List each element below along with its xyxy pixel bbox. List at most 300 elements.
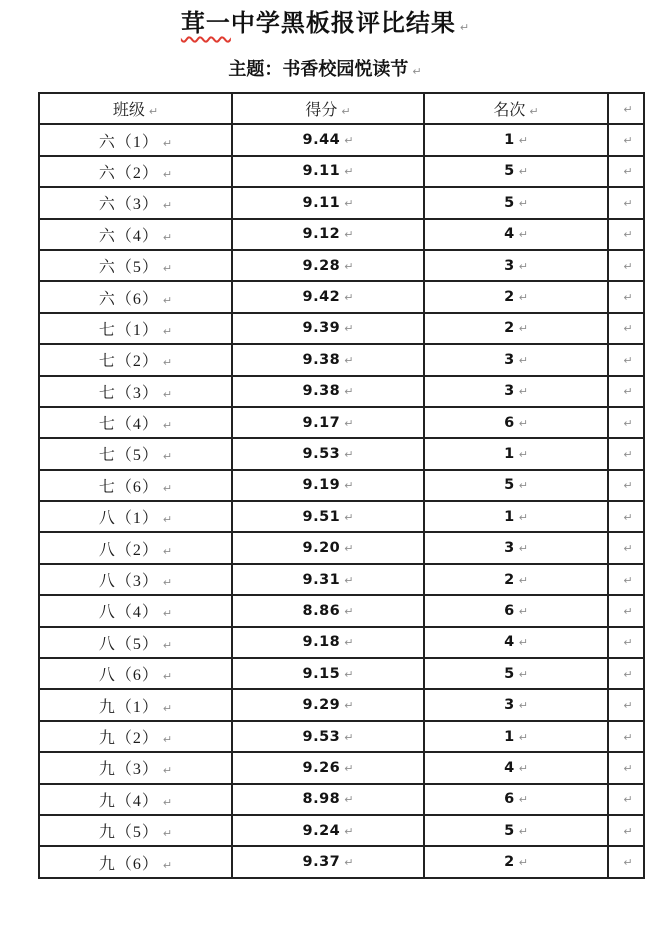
paragraph-mark-icon: ↵	[162, 576, 173, 590]
score-value: 9.31	[302, 571, 341, 588]
paragraph-mark-icon: ↵	[344, 134, 354, 148]
paragraph-mark-icon: ↵	[623, 322, 633, 336]
class-cell[interactable]	[39, 815, 232, 846]
paragraph-mark-icon: ↵	[623, 636, 633, 650]
class-name: 八（1）	[98, 510, 159, 528]
header-label-class: 班级	[112, 102, 145, 120]
rank-value: 6	[504, 791, 515, 808]
rank-value: 3	[504, 351, 515, 368]
class-cell[interactable]	[39, 344, 232, 375]
score-cell[interactable]	[232, 344, 424, 375]
score-value: 9.11	[302, 194, 341, 211]
paragraph-mark-icon: ↵	[623, 385, 633, 399]
rank-value: 4	[504, 759, 515, 776]
row-end-mark	[608, 344, 644, 375]
row-end-mark	[608, 501, 644, 532]
class-cell[interactable]	[39, 784, 232, 815]
paragraph-mark-icon: ↵	[162, 262, 173, 276]
rank-value: 1	[504, 445, 515, 462]
class-cell[interactable]	[39, 313, 232, 344]
class-cell[interactable]	[39, 501, 232, 532]
class-name: 八（5）	[98, 635, 159, 653]
score-value: 8.98	[302, 791, 341, 808]
score-value: 9.19	[302, 477, 341, 494]
class-name: 六（1）	[98, 133, 159, 151]
rank-value: 1	[504, 132, 515, 149]
paragraph-mark-icon: ↵	[623, 228, 633, 242]
class-name: 七（1）	[98, 321, 159, 339]
paragraph-mark-icon: ↵	[162, 638, 173, 652]
class-cell[interactable]	[39, 470, 232, 501]
paragraph-mark-icon: ↵	[623, 761, 633, 775]
paragraph-mark-icon: ↵	[344, 542, 354, 556]
paragraph-mark-icon: ↵	[623, 196, 633, 210]
paragraph-mark-icon: ↵	[344, 604, 354, 618]
rank-cell[interactable]	[424, 187, 608, 218]
paragraph-mark-icon: ↵	[623, 102, 633, 116]
paragraph-mark-icon: ↵	[162, 827, 173, 841]
class-name: 七（4）	[98, 416, 159, 434]
paragraph-mark-icon: ↵	[162, 858, 173, 872]
rank-value: 3	[504, 697, 515, 714]
score-cell[interactable]	[232, 250, 424, 281]
table-row	[39, 313, 644, 344]
paragraph-mark-icon: ↵	[518, 761, 528, 775]
rank-cell[interactable]	[424, 313, 608, 344]
paragraph-mark-icon: ↵	[344, 636, 354, 650]
table-row	[39, 752, 644, 783]
rank-value: 3	[504, 257, 515, 274]
paragraph-mark-icon: ↵	[518, 416, 528, 430]
score-value: 8.86	[302, 602, 341, 619]
class-cell[interactable]	[39, 187, 232, 218]
rank-value: 3	[504, 383, 515, 400]
paragraph-mark-icon: ↵	[518, 510, 528, 524]
row-end-mark	[608, 658, 644, 689]
class-cell[interactable]	[39, 752, 232, 783]
paragraph-mark-icon: ↵	[344, 856, 354, 870]
score-value: 9.39	[302, 320, 341, 337]
paragraph-mark-icon: ↵	[162, 764, 173, 778]
row-end-mark	[608, 124, 644, 155]
class-name: 九（5）	[98, 824, 159, 842]
paragraph-mark-icon: ↵	[623, 447, 633, 461]
paragraph-mark-icon: ↵	[344, 510, 354, 524]
rank-cell[interactable]	[424, 156, 608, 187]
class-name: 八（3）	[98, 573, 159, 591]
paragraph-mark-icon: ↵	[459, 21, 470, 34]
results-table	[38, 92, 645, 879]
row-end-mark	[608, 470, 644, 501]
score-cell[interactable]	[232, 784, 424, 815]
row-end-mark	[608, 721, 644, 752]
paragraph-mark-icon: ↵	[623, 824, 633, 838]
paragraph-mark-icon: ↵	[344, 730, 354, 744]
class-cell[interactable]	[39, 124, 232, 155]
rank-value: 5	[504, 194, 515, 211]
table-row	[39, 407, 644, 438]
rank-cell[interactable]	[424, 344, 608, 375]
row-end-mark	[608, 752, 644, 783]
paragraph-mark-icon: ↵	[344, 291, 354, 305]
paragraph-mark-icon: ↵	[344, 322, 354, 336]
paragraph-mark-icon: ↵	[344, 667, 354, 681]
paragraph-mark-icon: ↵	[518, 604, 528, 618]
header-cell-class[interactable]	[39, 93, 232, 124]
class-name: 九（4）	[98, 792, 159, 810]
score-value: 9.51	[302, 508, 341, 525]
score-cell[interactable]	[232, 689, 424, 720]
paragraph-mark-icon: ↵	[518, 165, 528, 179]
score-cell[interactable]	[232, 281, 424, 312]
paragraph-mark-icon: ↵	[162, 419, 173, 433]
rank-cell[interactable]	[424, 564, 608, 595]
score-value: 9.24	[302, 822, 341, 839]
score-cell[interactable]	[232, 407, 424, 438]
score-cell[interactable]	[232, 846, 424, 877]
paragraph-mark-icon: ↵	[623, 793, 633, 807]
paragraph-mark-icon: ↵	[518, 134, 528, 148]
paragraph-mark-icon: ↵	[344, 699, 354, 713]
paragraph-mark-icon: ↵	[162, 670, 173, 684]
table-row	[39, 281, 644, 312]
class-name: 九（6）	[98, 855, 159, 873]
score-value: 9.38	[302, 351, 341, 368]
score-value: 9.29	[302, 697, 341, 714]
paragraph-mark-icon: ↵	[518, 479, 528, 493]
score-value: 9.20	[302, 540, 341, 557]
class-cell[interactable]	[39, 532, 232, 563]
table-row	[39, 532, 644, 563]
paragraph-mark-icon: ↵	[529, 105, 539, 119]
score-cell[interactable]	[232, 564, 424, 595]
paragraph-mark-icon: ↵	[518, 636, 528, 650]
paragraph-mark-icon: ↵	[162, 199, 173, 213]
class-name: 七（2）	[98, 353, 159, 371]
table-row	[39, 438, 644, 469]
table-row	[39, 470, 644, 501]
row-end-mark	[608, 846, 644, 877]
paragraph-mark-icon: ↵	[148, 105, 159, 119]
score-cell[interactable]	[232, 438, 424, 469]
rank-value: 5	[504, 477, 515, 494]
paragraph-mark-icon: ↵	[162, 167, 173, 181]
class-cell[interactable]	[39, 658, 232, 689]
paragraph-mark-icon: ↵	[412, 65, 422, 78]
paragraph-mark-icon: ↵	[344, 416, 354, 430]
paragraph-mark-icon: ↵	[518, 542, 528, 556]
class-name: 六（2）	[98, 164, 159, 182]
paragraph-mark-icon: ↵	[344, 824, 354, 838]
paragraph-mark-icon: ↵	[162, 324, 173, 338]
table-row	[39, 815, 644, 846]
class-name: 七（5）	[98, 447, 159, 465]
class-cell[interactable]	[39, 564, 232, 595]
rank-cell[interactable]	[424, 689, 608, 720]
rank-cell[interactable]	[424, 124, 608, 155]
rank-cell[interactable]	[424, 532, 608, 563]
class-name: 九（2）	[98, 730, 159, 747]
paragraph-mark-icon: ↵	[162, 607, 173, 621]
score-cell[interactable]	[232, 595, 424, 626]
rank-value: 5	[504, 822, 515, 839]
rank-cell[interactable]	[424, 815, 608, 846]
row-end-mark	[608, 250, 644, 281]
paragraph-mark-icon: ↵	[518, 856, 528, 870]
rank-value: 2	[504, 571, 515, 588]
score-cell[interactable]	[232, 313, 424, 344]
row-end-mark	[608, 93, 644, 124]
paragraph-mark-icon: ↵	[623, 291, 633, 305]
table-row	[39, 627, 644, 658]
table-row	[39, 219, 644, 250]
score-value: 9.17	[302, 414, 341, 431]
score-value: 9.42	[302, 289, 341, 306]
paragraph-mark-icon: ↵	[162, 481, 173, 495]
rank-value: 2	[504, 854, 515, 871]
row-end-mark	[608, 627, 644, 658]
class-name: 六（6）	[98, 290, 159, 308]
row-end-mark	[608, 156, 644, 187]
title-text[interactable]: 中学黑板报评比结果	[230, 10, 456, 37]
table-row	[39, 344, 644, 375]
paragraph-mark-icon: ↵	[518, 447, 528, 461]
score-value: 9.12	[302, 226, 341, 243]
rank-value: 2	[504, 289, 515, 306]
paragraph-mark-icon: ↵	[623, 510, 633, 524]
header-cell-rank[interactable]	[424, 93, 608, 124]
rank-value: 5	[504, 665, 515, 682]
class-cell[interactable]	[39, 721, 232, 752]
class-name: 七（6）	[98, 478, 159, 496]
score-cell[interactable]	[232, 721, 424, 752]
row-end-mark	[608, 219, 644, 250]
row-end-mark	[608, 438, 644, 469]
class-cell[interactable]	[39, 627, 232, 658]
paragraph-mark-icon: ↵	[344, 259, 354, 273]
paragraph-mark-icon: ↵	[518, 699, 528, 713]
score-cell[interactable]	[232, 470, 424, 501]
rank-cell[interactable]	[424, 250, 608, 281]
header-label-score: 得分	[305, 102, 338, 120]
class-cell[interactable]	[39, 438, 232, 469]
score-cell[interactable]	[232, 627, 424, 658]
class-name: 九（3）	[98, 761, 159, 779]
score-value: 9.15	[302, 665, 341, 682]
rank-value: 3	[504, 540, 515, 557]
row-end-mark	[608, 564, 644, 595]
table-row	[39, 501, 644, 532]
score-cell[interactable]	[232, 815, 424, 846]
header-label-rank: 名次	[493, 102, 526, 120]
rank-value: 1	[504, 508, 515, 525]
paragraph-mark-icon: ↵	[518, 353, 528, 367]
paragraph-mark-icon: ↵	[162, 136, 173, 150]
header-row	[39, 93, 644, 124]
table-row	[39, 721, 644, 752]
class-cell[interactable]	[39, 595, 232, 626]
score-cell[interactable]	[232, 219, 424, 250]
score-cell[interactable]	[232, 124, 424, 155]
rank-cell[interactable]	[424, 784, 608, 815]
class-name: 六（5）	[98, 259, 159, 277]
score-value: 9.53	[302, 445, 341, 462]
paragraph-mark-icon: ↵	[518, 228, 528, 242]
paragraph-mark-icon: ↵	[623, 573, 633, 587]
paragraph-mark-icon: ↵	[623, 165, 633, 179]
class-name: 八（6）	[98, 667, 159, 685]
paragraph-mark-icon: ↵	[518, 196, 528, 210]
class-cell[interactable]	[39, 219, 232, 250]
paragraph-mark-icon: ↵	[162, 450, 173, 464]
subtitle-text[interactable]: 主题：书香校园悦读节	[228, 59, 409, 79]
rank-value: 1	[504, 728, 515, 745]
paragraph-mark-icon: ↵	[162, 701, 173, 715]
paragraph-mark-icon: ↵	[162, 293, 173, 307]
row-end-mark	[608, 595, 644, 626]
paragraph-mark-icon: ↵	[162, 356, 173, 370]
paragraph-mark-icon: ↵	[518, 793, 528, 807]
row-end-mark	[608, 689, 644, 720]
paragraph-mark-icon: ↵	[518, 322, 528, 336]
rank-value: 4	[504, 634, 515, 651]
table-row	[39, 658, 644, 689]
paragraph-mark-icon: ↵	[162, 387, 173, 401]
rank-cell[interactable]	[424, 658, 608, 689]
paragraph-mark-icon: ↵	[344, 353, 354, 367]
rank-cell[interactable]	[424, 376, 608, 407]
paragraph-mark-icon: ↵	[623, 259, 633, 273]
row-end-mark	[608, 815, 644, 846]
table-row	[39, 784, 644, 815]
class-name: 七（3）	[98, 384, 159, 402]
paragraph-mark-icon: ↵	[518, 385, 528, 399]
rank-cell[interactable]	[424, 470, 608, 501]
table-row	[39, 187, 644, 218]
row-end-mark	[608, 313, 644, 344]
class-name: 六（4）	[98, 227, 159, 245]
row-end-mark	[608, 281, 644, 312]
paragraph-mark-icon: ↵	[518, 573, 528, 587]
table-row	[39, 595, 644, 626]
row-end-mark	[608, 187, 644, 218]
paragraph-mark-icon: ↵	[518, 259, 528, 273]
score-value: 9.44	[302, 132, 341, 149]
class-cell[interactable]	[39, 689, 232, 720]
rank-value: 4	[504, 226, 515, 243]
paragraph-mark-icon: ↵	[623, 667, 633, 681]
paragraph-mark-icon: ↵	[623, 542, 633, 556]
paragraph-mark-icon: ↵	[623, 604, 633, 618]
paragraph-mark-icon: ↵	[623, 353, 633, 367]
score-value: 9.53	[302, 728, 341, 745]
paragraph-mark-icon: ↵	[623, 416, 633, 430]
score-value: 9.28	[302, 257, 341, 274]
table-row	[39, 689, 644, 720]
rank-cell[interactable]	[424, 438, 608, 469]
score-cell[interactable]	[232, 156, 424, 187]
class-cell[interactable]	[39, 250, 232, 281]
class-cell[interactable]	[39, 156, 232, 187]
class-cell[interactable]	[39, 846, 232, 877]
rank-cell[interactable]	[424, 752, 608, 783]
rank-cell[interactable]	[424, 407, 608, 438]
paragraph-mark-icon: ↵	[344, 793, 354, 807]
row-end-mark	[608, 532, 644, 563]
paragraph-mark-icon: ↵	[518, 291, 528, 305]
paragraph-mark-icon: ↵	[623, 699, 633, 713]
score-cell[interactable]	[232, 658, 424, 689]
paragraph-mark-icon: ↵	[344, 761, 354, 775]
class-name: 八（2）	[98, 541, 159, 559]
score-value: 9.18	[302, 634, 341, 651]
rank-value: 2	[504, 320, 515, 337]
rank-value: 6	[504, 602, 515, 619]
score-cell[interactable]	[232, 501, 424, 532]
table-row	[39, 846, 644, 877]
class-cell[interactable]	[39, 281, 232, 312]
paragraph-mark-icon: ↵	[162, 230, 173, 244]
paragraph-mark-icon: ↵	[344, 479, 354, 493]
paragraph-mark-icon: ↵	[344, 165, 354, 179]
paragraph-mark-icon: ↵	[344, 385, 354, 399]
paragraph-mark-icon: ↵	[518, 730, 528, 744]
class-name: 八（4）	[98, 604, 159, 622]
table-row	[39, 250, 644, 281]
row-end-mark	[608, 784, 644, 815]
paragraph-mark-icon: ↵	[344, 447, 354, 461]
paragraph-mark-icon: ↵	[341, 105, 351, 119]
score-cell[interactable]	[232, 376, 424, 407]
paragraph-mark-icon: ↵	[344, 196, 354, 210]
score-cell[interactable]	[232, 187, 424, 218]
score-cell[interactable]	[232, 532, 424, 563]
paragraph-mark-icon: ↵	[344, 228, 354, 242]
header-cell-score[interactable]	[232, 93, 424, 124]
page-subtitle	[0, 58, 650, 83]
score-value: 9.37	[302, 854, 341, 871]
rank-cell[interactable]	[424, 501, 608, 532]
rank-cell[interactable]	[424, 721, 608, 752]
title-text-spellcheck-underlined[interactable]: 茸一	[180, 10, 231, 37]
paragraph-mark-icon: ↵	[162, 795, 173, 809]
score-value: 9.38	[302, 383, 341, 400]
score-cell[interactable]	[232, 752, 424, 783]
class-cell[interactable]	[39, 376, 232, 407]
table-row	[39, 376, 644, 407]
class-name: 九（1）	[98, 698, 159, 716]
paragraph-mark-icon: ↵	[162, 513, 173, 527]
table-row	[39, 564, 644, 595]
rank-cell[interactable]	[424, 219, 608, 250]
paragraph-mark-icon: ↵	[623, 479, 633, 493]
rank-cell[interactable]	[424, 595, 608, 626]
rank-value: 5	[504, 163, 515, 180]
rank-cell[interactable]	[424, 846, 608, 877]
rank-cell[interactable]	[424, 627, 608, 658]
paragraph-mark-icon: ↵	[518, 824, 528, 838]
paragraph-mark-icon: ↵	[623, 134, 633, 148]
paragraph-mark-icon: ↵	[623, 730, 633, 744]
class-name: 六（3）	[98, 196, 159, 214]
page-title	[0, 0, 650, 44]
class-cell[interactable]	[39, 407, 232, 438]
paragraph-mark-icon: ↵	[344, 573, 354, 587]
paragraph-mark-icon: ↵	[623, 856, 633, 870]
row-end-mark	[608, 376, 644, 407]
score-value: 9.11	[302, 163, 341, 180]
rank-cell[interactable]	[424, 281, 608, 312]
